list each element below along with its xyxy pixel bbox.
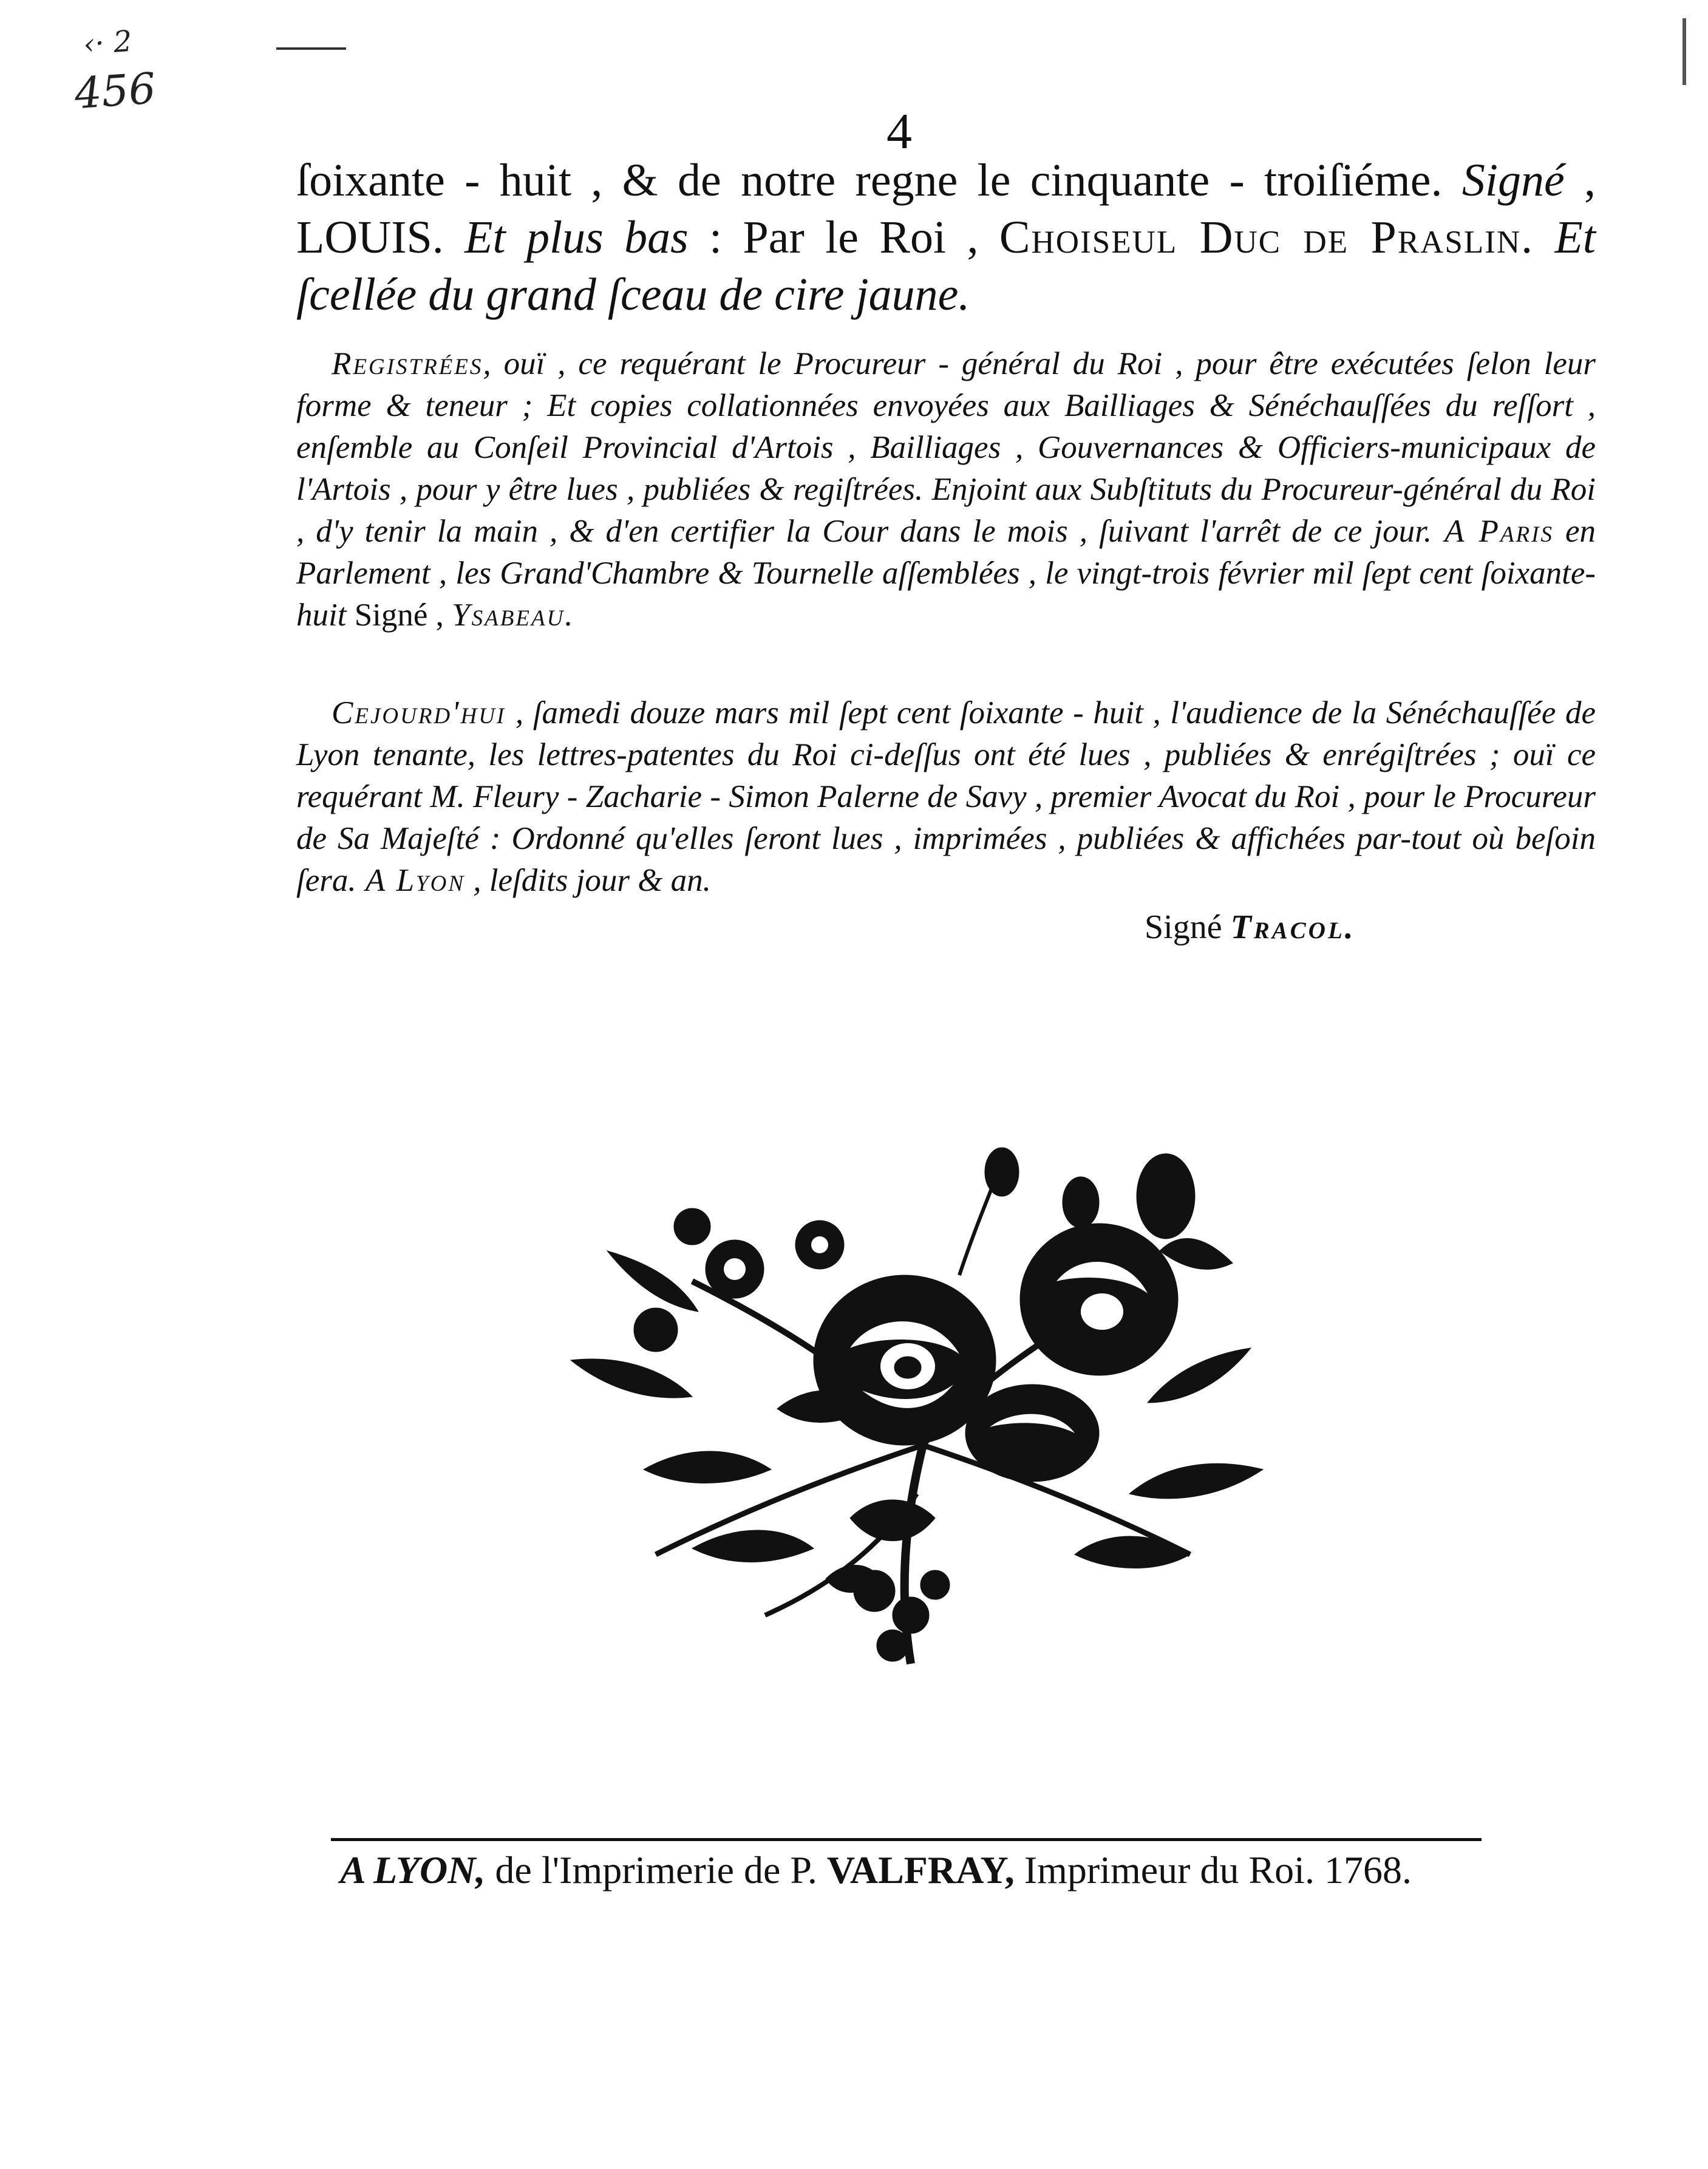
audience-end: , leſdits jour & an.	[465, 863, 711, 898]
handwritten-shelfmark	[70, 16, 157, 118]
handwritten-number: 456	[73, 63, 158, 119]
audience-body: , ſamedi douze mars mil ſept cent ſoixante - huit , l'audience de la Sénéchauſſée de Lyon tenante, les lettres-patentes du Roi ci-deſſus ont été lues , publiées & enrégiſtrées ; ouï ce requérant M. Fleury - Zacharie - Simon Palerne de Savy , premier Avocat du Roi , pour le Procureur de Sa Majeſté : Ordonné qu'elles ſeront lues , imprimées , publiées & affichées par-tout où beſoin ſera.	[296, 695, 1596, 898]
registration-body-2: en Parlement , les Grand'Chambre & Tournelle aſſemblées , le vingt-trois février mil ſept cent ſoixante-huit	[296, 514, 1596, 633]
floral-bouquet-icon	[534, 1129, 1293, 1676]
plus-bas-label: Et plus bas	[443, 212, 689, 263]
par-le-roi: : Par le Roi ,	[688, 212, 999, 263]
imprint-printer: VALFRAY,	[826, 1848, 1015, 1891]
comma: ,	[1564, 155, 1596, 206]
audience-paragraph	[296, 692, 1596, 902]
audience-head: Cejourd'hui	[332, 695, 506, 730]
handwritten-mark: ‹· 2	[82, 24, 134, 62]
signature-name: Tracol.	[1230, 908, 1356, 946]
a-lyon: A Lyon	[356, 863, 466, 898]
page-edge-mark	[1682, 18, 1686, 85]
signature-signe: Signé	[1145, 908, 1231, 946]
imprint-place: A LYON,	[340, 1848, 486, 1891]
page-number: 4	[886, 103, 912, 160]
registration-head: Registrées	[332, 346, 483, 381]
minister-signature: Choiseul Duc de Praslin.	[999, 212, 1534, 263]
seal-statement: Et ſcellée du grand ſceau de cire jaune.	[296, 212, 1596, 320]
imprint-rule	[331, 1838, 1482, 1841]
registration-body: , ouï , ce requérant le Procureur - général du Roi , pour être exécutées ſelon leur forme & teneur ; Et copies collationnées envoyées aux Bailliages & Sénéchauſſées du reſſort , enſemble au Conſeil Provincial d'Artois , Bailliages , Gouvernances & Officiers-municipaux de l'Artois , pour y être lues , publiées & regiſtrées. Enjoint aux Subſtituts du Procureur-général du Roi , d'y tenir la main , & d'en certifier la Cour dans le mois , ſuivant l'arrêt de ce jour.	[296, 346, 1596, 549]
registration-signer: Ysabeau.	[452, 598, 575, 633]
king-signature: LOUIS.	[296, 212, 444, 263]
registration-paragraph	[296, 343, 1596, 636]
registration-signe: Signé ,	[346, 598, 452, 633]
final-signature	[1145, 906, 1356, 948]
imprint-de: de l'Imprimerie de P.	[485, 1848, 827, 1891]
handwritten-dash	[276, 47, 346, 50]
imprint-year: 1768.	[1324, 1848, 1412, 1891]
closing-line: ſoixante - huit , & de notre regne le cinquante - troiſiéme.	[296, 155, 1443, 206]
imprint-line	[340, 1846, 1482, 1895]
a-paris: A Paris	[1432, 514, 1554, 549]
signe-label: Signé	[1461, 155, 1565, 206]
closing-paragraph	[296, 152, 1596, 323]
imprint-title: Imprimeur du Roi.	[1014, 1848, 1324, 1891]
